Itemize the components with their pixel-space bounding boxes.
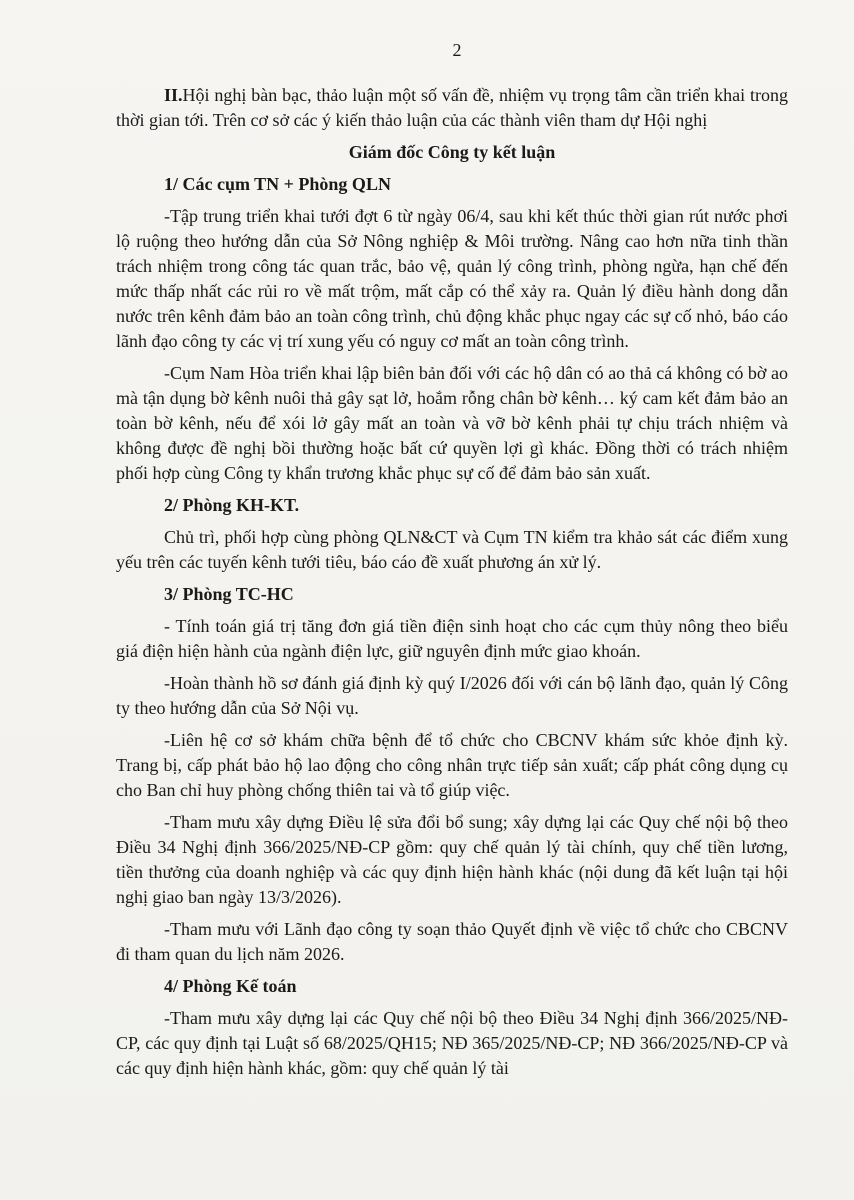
section-1-heading: 1/ Các cụm TN + Phòng QLN (164, 174, 391, 194)
section-3-heading: 3/ Phòng TC-HC (164, 584, 294, 604)
section-4-paragraph-1: -Tham mưu xây dựng lại các Quy chế nội bộ theo Điều 34 Nghị định 366/2025/NĐ-CP, các quy định tại Luật số 68/2025/QH15; NĐ 365/2025/NĐ-CP; NĐ 366/2025/NĐ-CP và các quy định hiện hành khác, gồm: quy chế quản lý tài (116, 1008, 788, 1078)
section-2-heading: 2/ Phòng KH-KT. (164, 495, 300, 515)
section-3-paragraph-1: - Tính toán giá trị tăng đơn giá tiền điện sinh hoạt cho các cụm thủy nông theo biểu giá điện hiện hành của ngành điện lực, giữ nguyên định mức giao khoán. (116, 616, 788, 661)
conclusion-heading: Giám đốc Công ty kết luận (348, 142, 556, 162)
section-3-paragraph-5: -Tham mưu với Lãnh đạo công ty soạn thảo Quyết định về việc tổ chức cho CBCNV đi tham quan du lịch năm 2026. (116, 919, 788, 964)
section-3-paragraph-3: -Liên hệ cơ sở khám chữa bệnh để tổ chức cho CBCNV khám sức khỏe định kỳ. Trang bị, cấp phát bảo hộ lao động cho công nhân trực tiếp sản xuất; cấp phát công dụng cụ cho Ban chỉ huy phòng chống thiên tai và tổ giúp việc. (116, 730, 788, 800)
section-2-paragraph-1: Chủ trì, phối hợp cùng phòng QLN&CT và Cụm TN kiểm tra khảo sát các điểm xung yếu trên các tuyến kênh tưới tiêu, báo cáo đề xuất phương án xử lý. (116, 527, 788, 572)
page-number: 2 (452, 40, 462, 60)
section-3-paragraph-4: -Tham mưu xây dựng Điều lệ sửa đổi bổ sung; xây dựng lại các Quy chế nội bộ theo Điều 34 Nghị định 366/2025/NĐ-CP gồm: quy chế quản lý tài chính, quy chế tiền lương, tiền thưởng của doanh nghiệp và các quy định hiện hành khác (nội dung đã kết luận tại hội nghị giao ban ngày 13/3/2026). (116, 812, 788, 907)
section-4-heading: 4/ Phòng Kế toán (164, 976, 297, 996)
section-3-paragraph-2: -Hoàn thành hồ sơ đánh giá định kỳ quý I/2026 đối với cán bộ lãnh đạo, quản lý Công ty theo hướng dẫn của Sở Nội vụ. (116, 673, 788, 718)
section-ii-paragraph (116, 83, 788, 133)
section-ii-text: Hội nghị bàn bạc, thảo luận một số vấn đề, nhiệm vụ trọng tâm cần triển khai trong thời gian tới. Trên cơ sở các ý kiến thảo luận của các thành viên tham dự Hội nghị (116, 85, 788, 130)
section-1-paragraph-2: -Cụm Nam Hòa triển khai lập biên bản đối với các hộ dân có ao thả cá không có bờ ao mà tận dụng bờ kênh nuôi thả gây sạt lở, hoắm rỗng chân bờ kênh… ký cam kết đảm bảo an toàn bờ kênh, nếu để xói lở gây mất an toàn và vỡ bờ kênh phải tự chịu trách nhiệm và không được đề nghị bồi thường hoặc bất cứ quyền lợi gì khác. Đồng thời có trách nhiệm phối hợp cùng Công ty khẩn trương khắc phục sự cố để đảm bảo sản xuất. (116, 363, 788, 483)
section-1-paragraph-1: -Tập trung triển khai tưới đợt 6 từ ngày 06/4, sau khi kết thúc thời gian rút nước phơi lộ ruộng theo hướng dẫn của Sở Nông nghiệp & Môi trường. Nâng cao hơn nữa tinh thần trách nhiệm trong công tác quan trắc, bảo vệ, quản lý công trình, phòng ngừa, hạn chế đến mức thấp nhất các rủi ro về mất trộm, mất cắp có thể xảy ra. Quản lý điều hành dong dẫn nước trên kênh đảm bảo an toàn công trình, chủ động khắc phục ngay các sự cố nhỏ, báo cáo lãnh đạo công ty các vị trí xung yếu có nguy cơ mất an toàn công trình. (116, 206, 788, 351)
section-ii-label: II. (164, 85, 183, 105)
